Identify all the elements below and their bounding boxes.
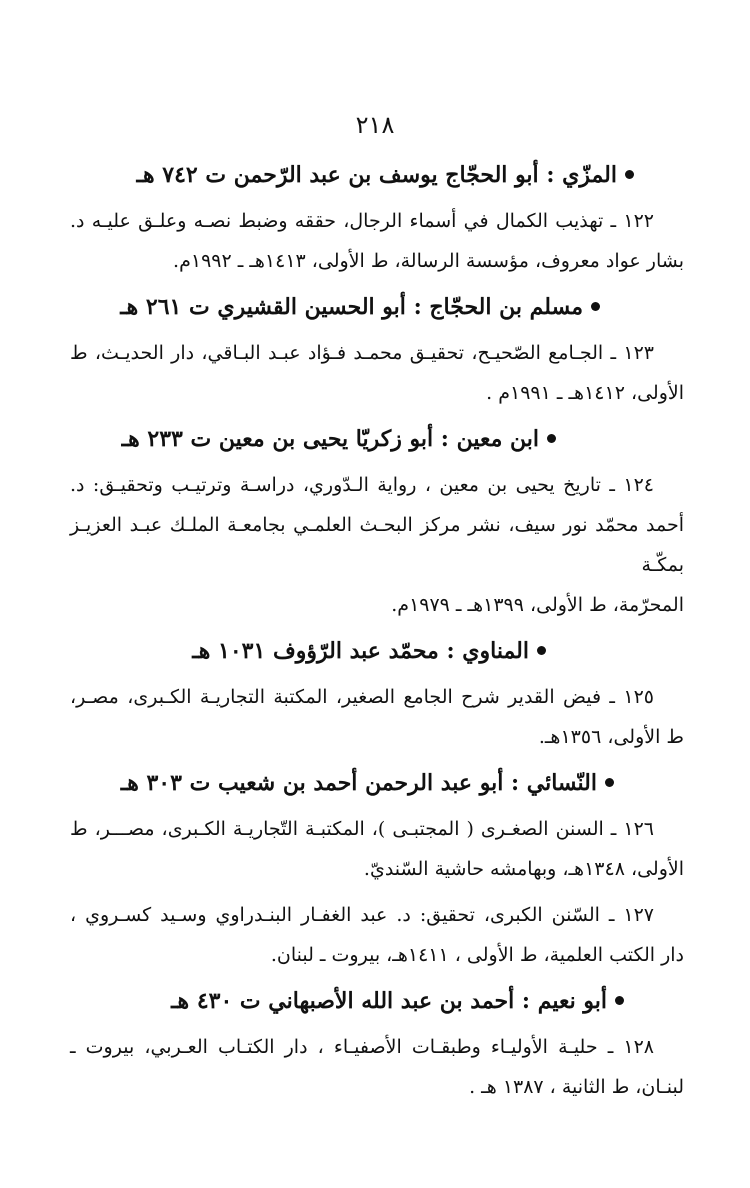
author-heading [70,763,684,803]
reference-line: ١٢٣ ـ الجـامع الصّحيـح، تحقيـق محمـد فـؤاد عبـد البـاقي، دار الحديـث، ط [70,342,654,364]
author-heading [70,155,684,195]
author-heading [70,419,684,459]
reference-line: ١٢٨ ـ حليـة الأوليـاء وطبقـات الأصفيـاء ، دار الكتـاب العـربي، بيروت ـ [70,1036,654,1058]
reference-line: بشار عواد معروف، مؤسسة الرسالة، ط الأولى، ١٤١٣هـ ـ ١٩٩٢م. [173,250,684,272]
reference-line: ١٢٢ ـ تهذيب الكمال في أسماء الرجال، حققه وضبط نصـه وعلـق عليـه د. [70,210,654,232]
author-heading [70,981,684,1021]
reference-line: دار الكتب العلمية، ط الأولى ، ١٤١١هـ، بيروت ـ لبنان. [270,944,684,966]
author-heading-text: المناوي : محمّد عبد الرّؤوف ١٠٣١ هـ [192,638,529,664]
page-number: ٢١٨ [355,111,395,139]
bullet-icon [547,434,556,443]
author-heading [70,287,684,327]
author-heading-text: ابن معين : أبو زكريّا يحيى بن معين ت ٢٣٣ هـ [121,426,539,452]
bullet-icon [605,778,614,787]
reference-line: ١٢٧ ـ السّنن الكبرى، تحقيق: د. عبد الغفـار البنـدراوي وسـيد كسـروي ، [70,904,654,926]
bullet-icon [591,302,600,311]
reference-line: الأولى، ١٤١٢هـ ـ ١٩٩١م . [486,382,684,404]
author-heading-text: أبو نعيم : أحمد بن عبد الله الأصبهاني ت ٤٣٠ هـ [171,988,607,1014]
reference-line: ط الأولى، ١٣٥٦هـ. [538,726,684,748]
author-heading-text: النّسائي : أبو عبد الرحمن أحمد بن شعيب ت ٣٠٣ هـ [120,770,597,796]
author-heading [70,631,684,671]
reference-line: الأولى، ١٣٤٨هـ، وبهامشه حاشية السّنديّ. [363,858,684,880]
reference-line: ١٢٥ ـ فيض القدير شرح الجامع الصغير، المكتبة التجاريـة الكـبرى، مصـر، [70,686,654,708]
bullet-icon [615,996,624,1005]
bibliography-list [70,155,684,1107]
reference-line: لبنـان، ط الثانية ، ١٣٨٧ هـ . [469,1076,684,1098]
bullet-icon [537,646,546,655]
reference-line: ١٢٦ ـ السنن الصغـرى ( المجتبـى )، المكتبـة التّجاريـة الكـبرى، مصـــر، ط [70,818,654,840]
author-heading-text: المزّي : أبو الحجّاج يوسف بن عبد الرّحمن ت ٧٤٢ هـ [136,162,617,188]
author-heading-text: مسلم بن الحجّاج : أبو الحسين القشيري ت ٢٦١ هـ [120,294,583,320]
bullet-icon [625,170,634,179]
reference-line: أحمد محمّد نور سيف، نشر مركز البحـث العلمـي بجامعـة الملـك عبـد العزيـز بمكّـة [70,514,684,576]
reference-line: المحرّمة، ط الأولى، ١٣٩٩هـ ـ ١٩٧٩م. [391,594,684,616]
reference-line: ١٢٤ ـ تاريخ يحيى بن معين ، رواية الـدّوري، دراسـة وترتيـب وتحقيـق: د. [70,474,654,496]
